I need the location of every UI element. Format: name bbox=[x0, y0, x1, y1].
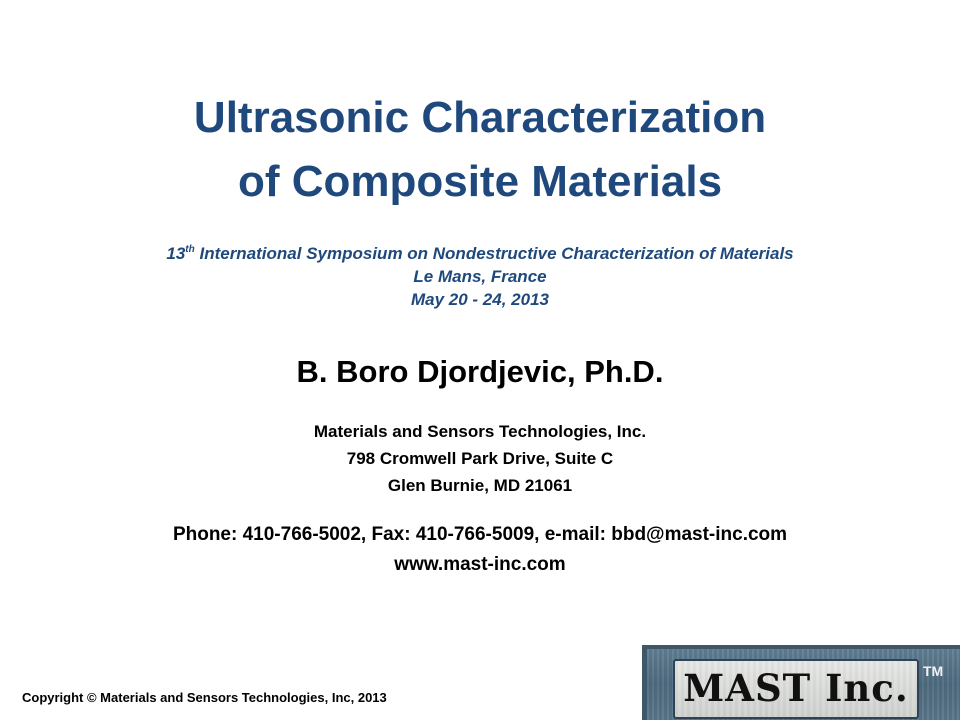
copyright-notice: Copyright © Materials and Sensors Technologies, Inc, 2013 bbox=[22, 690, 387, 705]
conference-ordinal-number: 13 bbox=[166, 244, 186, 263]
contact-line: Phone: 410-766-5002, Fax: 410-766-5009, e-mail: bbd@mast-inc.com bbox=[172, 524, 788, 545]
organization-street: 798 Cromwell Park Drive, Suite C bbox=[346, 449, 614, 468]
title-line-2: of Composite Materials bbox=[237, 157, 723, 206]
contact-info bbox=[0, 520, 960, 580]
slide-title bbox=[0, 86, 960, 214]
conference-ordinal-suffix: th bbox=[185, 244, 195, 255]
author-name: B. Boro Djordjevic, Ph.D. bbox=[296, 354, 664, 389]
mast-logo bbox=[642, 645, 960, 720]
title-line-1: Ultrasonic Characterization bbox=[193, 93, 767, 142]
conference-name-text: International Symposium on Nondestructive Characterization of Materials bbox=[199, 244, 794, 263]
trademark-symbol: TM bbox=[923, 663, 944, 679]
conference-info bbox=[0, 242, 960, 311]
logo-plate bbox=[673, 659, 919, 719]
conference-dates: May 20 - 24, 2013 bbox=[411, 290, 549, 309]
conference-name bbox=[0, 242, 960, 265]
organization-address bbox=[0, 418, 960, 499]
organization-name: Materials and Sensors Technologies, Inc. bbox=[313, 422, 647, 441]
logo-text: MAST Inc. bbox=[683, 666, 909, 710]
conference-location: Le Mans, France bbox=[413, 267, 547, 286]
website-link[interactable]: www.mast-inc.com bbox=[394, 554, 566, 575]
organization-city: Glen Burnie, MD 21061 bbox=[387, 476, 573, 495]
